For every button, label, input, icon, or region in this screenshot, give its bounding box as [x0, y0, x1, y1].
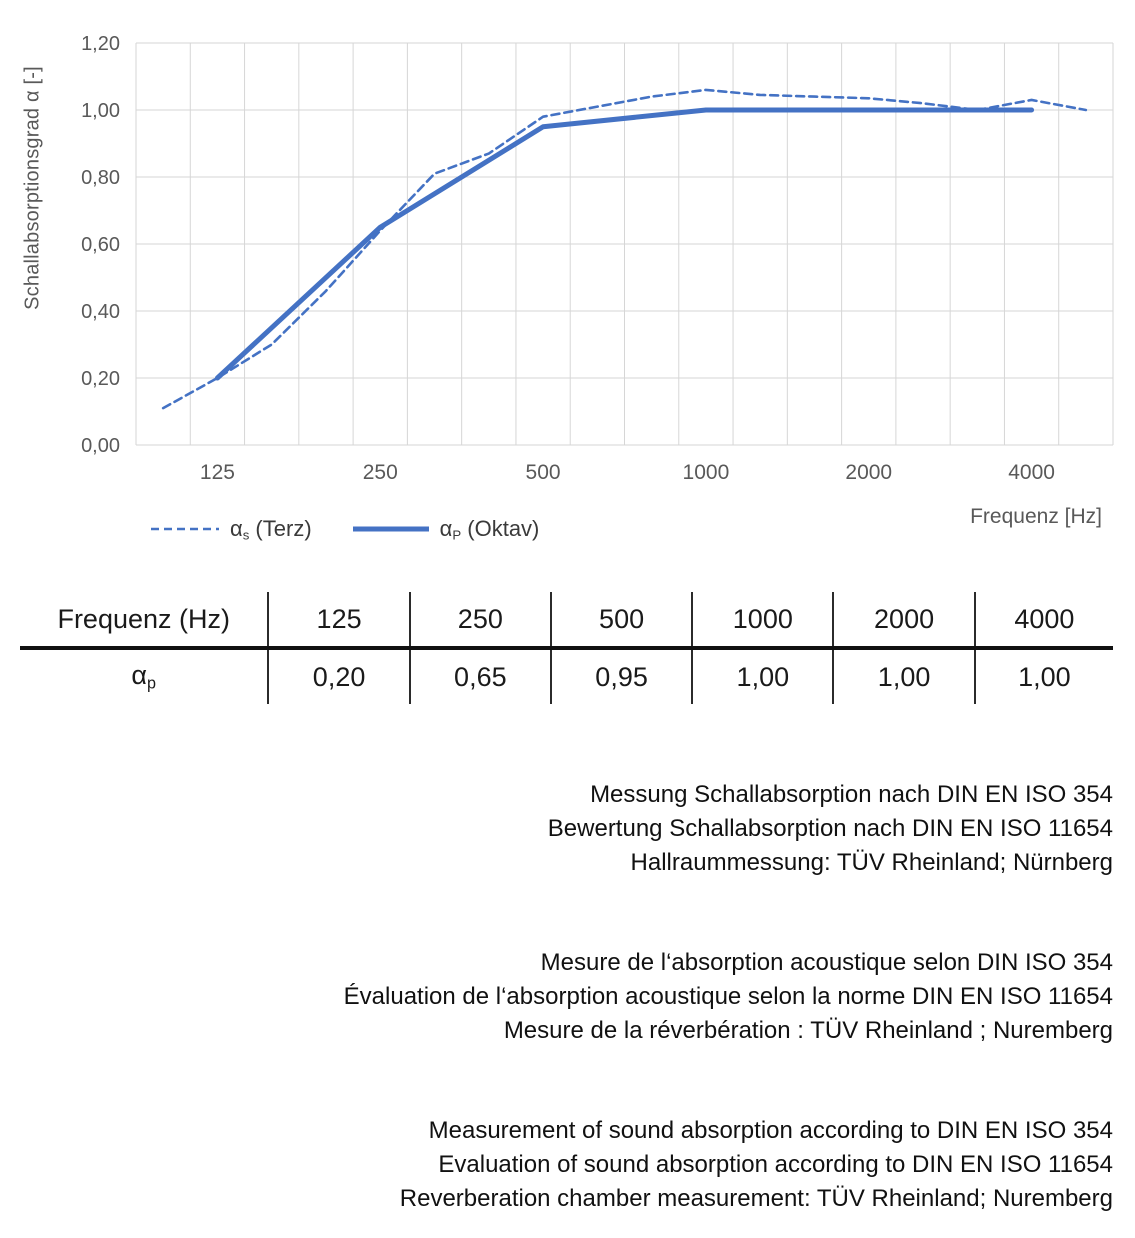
note-english-line-1: Measurement of sound absorption according to DIN EN ISO 354 [428, 1117, 1113, 1144]
note-german-line-1: Messung Schallabsorption nach DIN EN ISO 354 [590, 781, 1113, 808]
legend-label-alpha-p: $\alpha_P$ (Oktav) [439, 516, 540, 543]
table-row-alpha-p [20, 648, 1113, 704]
legend-item-alpha-p-oktav [352, 516, 540, 543]
note-german [0, 778, 1113, 880]
x-tick-label: 4000 [1008, 461, 1055, 484]
x-tick-label: 125 [199, 461, 235, 484]
table-cell-freq-250: 250 [410, 592, 551, 648]
chart-legend [150, 516, 539, 543]
note-french-line-1: Mesure de l‘absorption acoustique selon DIN ISO 354 [540, 949, 1113, 976]
note-english-line-2: Evaluation of sound absorption according to DIN EN ISO 11654 [438, 1151, 1113, 1178]
note-german-line-3: Hallraummessung: TÜV Rheinland; Nürnberg [630, 849, 1113, 876]
x-tick-label: 1000 [682, 461, 730, 484]
table-cell-ap-250: 0,65 [410, 648, 551, 704]
table-cell-freq-500: 500 [551, 592, 692, 648]
table-cell-ap-125: 0,20 [268, 648, 409, 704]
x-tick-label: 500 [525, 461, 561, 484]
table-cell-ap-4000: 1,00 [975, 648, 1113, 704]
note-german-line-2: Bewertung Schallabsorption nach DIN EN ISO 11654 [547, 815, 1113, 842]
y-tick-label: 0,00 [81, 435, 120, 457]
note-english-line-3: Reverberation chamber measurement: TÜV Rheinland; Nuremberg [399, 1185, 1113, 1212]
y-tick-label: 1,20 [81, 33, 120, 55]
note-french-line-2: Évaluation de l‘absorption acoustique selon la norme DIN EN ISO 11654 [343, 983, 1113, 1010]
table-cell-freq-4000: 4000 [975, 592, 1113, 648]
absorption-chart [0, 0, 1135, 556]
y-tick-label: 0,60 [81, 234, 120, 256]
table-cell-ap-500: 0,95 [551, 648, 692, 704]
note-french-line-3: Mesure de la réverbération : TÜV Rheinland ; Nuremberg [503, 1017, 1113, 1044]
legend-label-alpha-s: $\alpha_s$ (Terz) [230, 516, 312, 543]
table-header-frequenz: Frequenz (Hz) [20, 592, 268, 648]
y-axis-title: Schallabsorptionsgrad α [-] [21, 66, 44, 310]
y-tick-label: 0,80 [81, 167, 120, 189]
table-cell-freq-1000: 1000 [692, 592, 833, 648]
table-cell-freq-125: 125 [268, 592, 409, 648]
table-cell-freq-2000: 2000 [833, 592, 974, 648]
x-tick-label: 2000 [845, 461, 893, 484]
legend-dashed-line-swatch [150, 524, 220, 534]
table-row-frequencies [20, 592, 1113, 648]
note-french [0, 946, 1113, 1048]
table-cell-ap-1000: 1,00 [692, 648, 833, 704]
table-cell-ap-2000: 1,00 [833, 648, 974, 704]
y-tick-label: 0,40 [81, 301, 120, 323]
y-tick-label: 1,00 [81, 100, 120, 122]
line-chart-canvas [0, 0, 1135, 490]
legend-item-alpha-s-terz [150, 516, 312, 543]
x-tick-label: 250 [362, 461, 398, 484]
legend-solid-line-swatch [352, 524, 430, 534]
alpha-p-table [20, 592, 1113, 704]
table-row-label-alpha-p: $\alpha_p$ [131, 660, 157, 693]
note-english [0, 1114, 1113, 1216]
y-tick-label: 0,20 [81, 368, 120, 390]
x-axis-title: Frequenz [Hz] [970, 505, 1102, 528]
